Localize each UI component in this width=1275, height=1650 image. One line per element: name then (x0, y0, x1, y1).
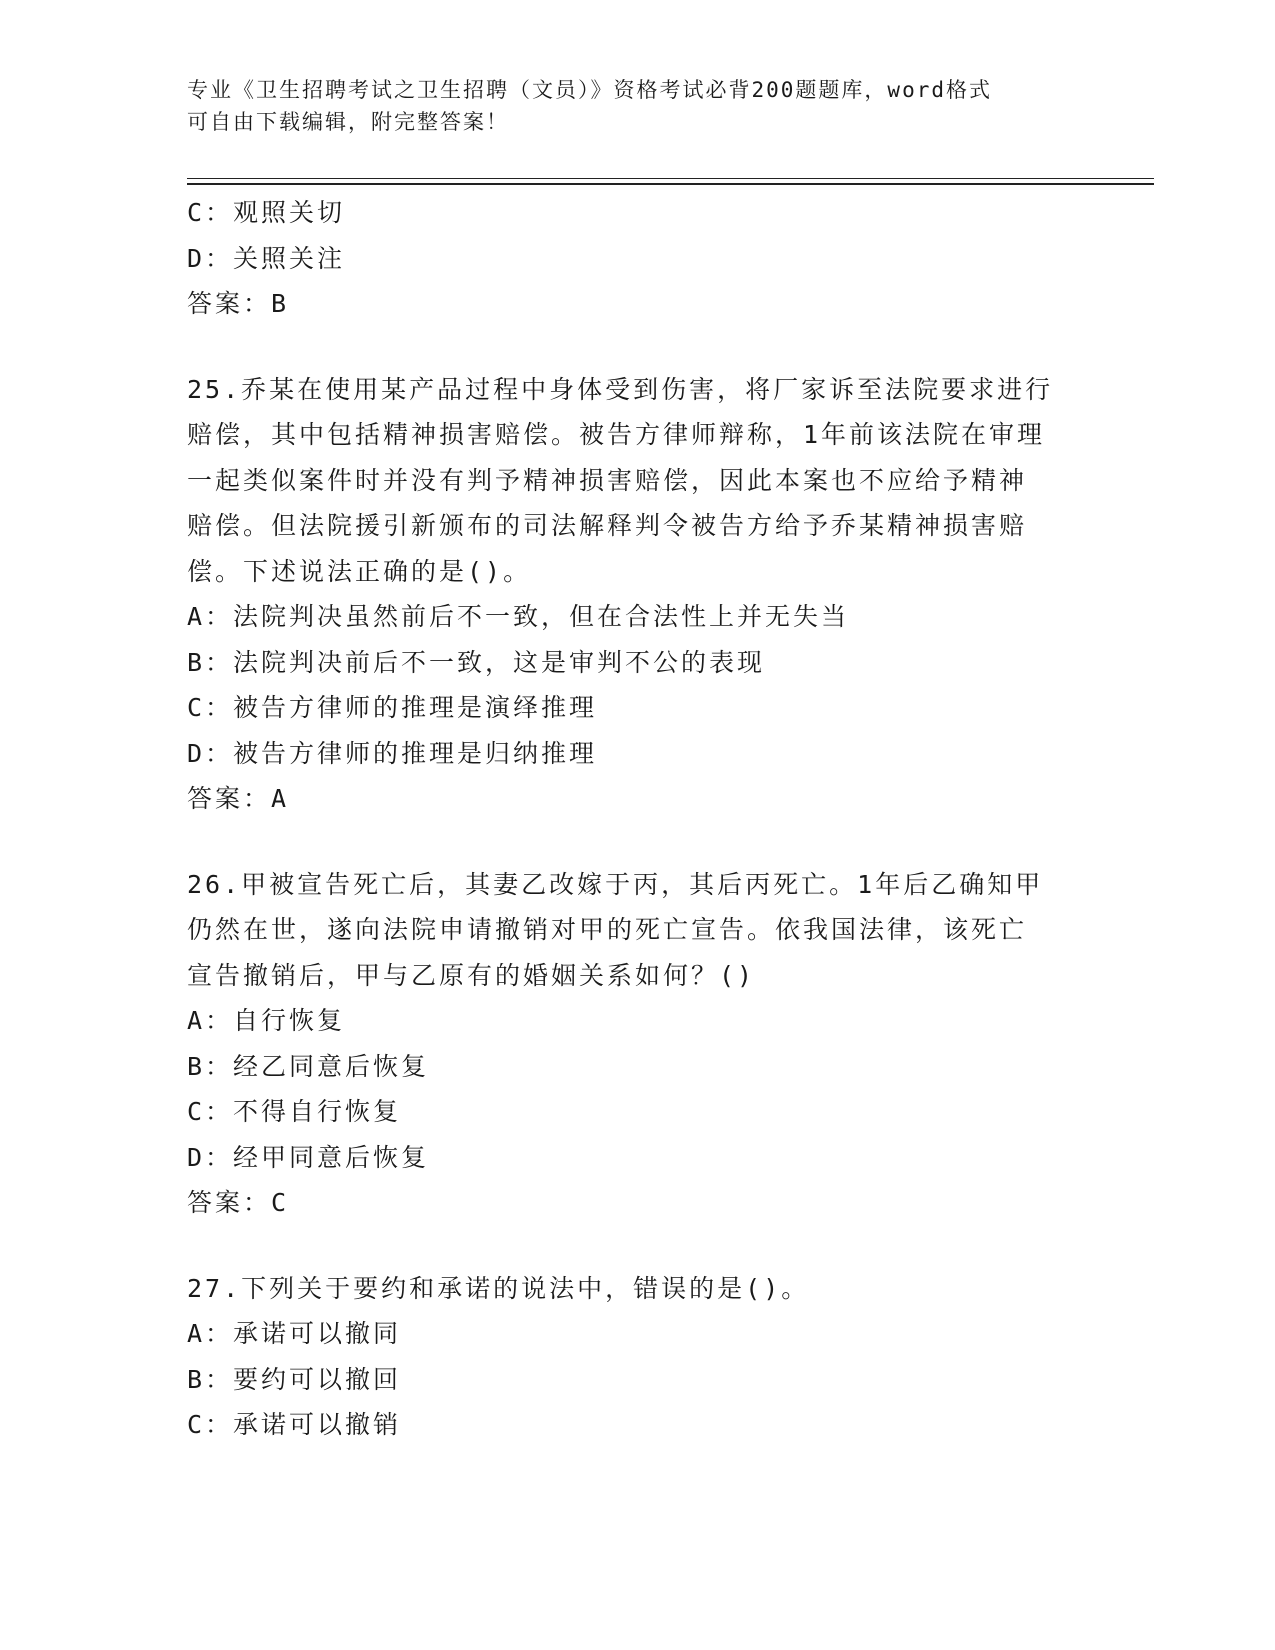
option-a: A：法院判决虽然前后不一致，但在合法性上并无失当 (187, 602, 850, 631)
question-stem (187, 1266, 1087, 1312)
option-d: D：关照关注 (187, 243, 346, 273)
question-stem-line: 赔偿。但法院援引新颁布的司法解释判令被告方给予乔某精神损害赔 (187, 511, 1028, 540)
header-line-1: 专业《卫生招聘考试之卫生招聘（文员）》资格考试必背200题题库，word格式 (187, 78, 992, 102)
option-c: C：被告方律师的推理是演绎推理 (187, 693, 598, 722)
question-stem-line: 赔偿，其中包括精神损害赔偿。被告方律师辩称，1年前该法院在审理 (187, 420, 1046, 449)
option-d: D：被告方律师的推理是归纳推理 (187, 738, 598, 768)
option-d: D：经甲同意后恢复 (187, 1142, 430, 1172)
question-list (187, 190, 1087, 1448)
option-c: C：不得自行恢复 (187, 1097, 402, 1126)
question-25 (187, 367, 1087, 822)
header-divider-thin (187, 178, 1154, 179)
header-divider-thick (187, 183, 1154, 185)
header-line-2: 可自由下载编辑，附完整答案！ (187, 110, 509, 134)
option-c: C：承诺可以撤销 (187, 1410, 402, 1439)
previous-question-tail (187, 190, 1087, 327)
question-26 (187, 862, 1087, 1226)
question-stem-line: 宣告撤销后，甲与乙原有的婚姻关系如何？() (187, 960, 756, 990)
question-stem-line: 偿。下述说法正确的是()。 (187, 556, 532, 586)
answer-line: 答案：A (187, 784, 290, 813)
question-stem-line: 25.乔某在使用某产品过程中身体受到伤害，将厂家诉至法院要求进行 (187, 374, 1054, 404)
option-b: B：要约可以撤回 (187, 1364, 402, 1394)
option-a: A：承诺可以撤同 (187, 1319, 402, 1348)
option-b: B：法院判决前后不一致，这是审判不公的表现 (187, 647, 766, 677)
question-stem-line: 26.甲被宣告死亡后，其妻乙改嫁于丙，其后丙死亡。1年后乙确知甲 (187, 869, 1044, 899)
answer-line: 答案：C (187, 1188, 290, 1217)
question-stem-line: 27.下列关于要约和承诺的说法中，错误的是()。 (187, 1273, 810, 1303)
answer-line: 答案：B (187, 289, 290, 318)
question-stem (187, 367, 1087, 595)
option-b: B：经乙同意后恢复 (187, 1051, 430, 1081)
option-a: A：自行恢复 (187, 1006, 346, 1035)
question-stem-line: 一起类似案件时并没有判予精神损害赔偿，因此本案也不应给予精神 (187, 465, 1028, 495)
document-header (187, 74, 1087, 138)
question-stem-line: 仍然在世，遂向法院申请撤销对甲的死亡宣告。依我国法律，该死亡 (187, 915, 1028, 944)
question-27 (187, 1266, 1087, 1448)
option-c: C：观照关切 (187, 198, 346, 227)
question-stem (187, 862, 1087, 999)
